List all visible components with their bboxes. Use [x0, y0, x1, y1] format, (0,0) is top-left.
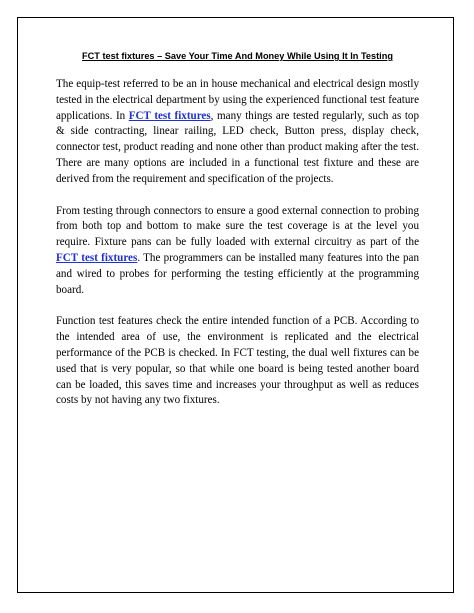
document-body [56, 51, 419, 425]
fct-test-fixtures-link-1[interactable]: FCT test fixtures [128, 109, 211, 122]
paragraph-1-text-end: , many things are tested regularly, such as top & side contracting, linear railing, LED check, Button press, display check, connector test, product reading and none other than product making after the test. There are many options are included in a functional test fixture and these are derived from the requirement and specification of the projects. [56, 109, 419, 185]
paragraph-1-text-start: The equip-test referred to be an in house mechanical and electrical design mostly tested in the electrical department by using the experienced functional test feature applications. In [56, 78, 419, 122]
paragraph-2 [56, 204, 419, 299]
document-title: FCT test fixtures – Save Your Time And Money While Using It In Testing [82, 51, 393, 61]
paragraph-2-text-start: From testing through connectors to ensure a good external connection to probing from both top and bottom to make sure the test coverage is at the level you require. Fixture pans can be fully loaded with external circuitry as part of the [56, 204, 419, 249]
paragraph-3: Function test features check the entire intended function of a PCB. According to the intended area of use, the environment is replicated and the electrical performance of the PCB is checked. In FCT testing, the dual well fixtures can be used that is very popular, so that while one board is being tested another board can be loaded, this saves time and increases your throughput as well as reduces costs by not having any two fixtures. [56, 315, 419, 407]
paragraph-1 [56, 77, 419, 188]
paragraph-2-text-end: . The programmers can be installed many features into the pan and wired to probes for performing the testing efficiently at the programming board. [56, 251, 419, 296]
fct-test-fixtures-link-2[interactable]: FCT test fixtures [56, 251, 138, 264]
